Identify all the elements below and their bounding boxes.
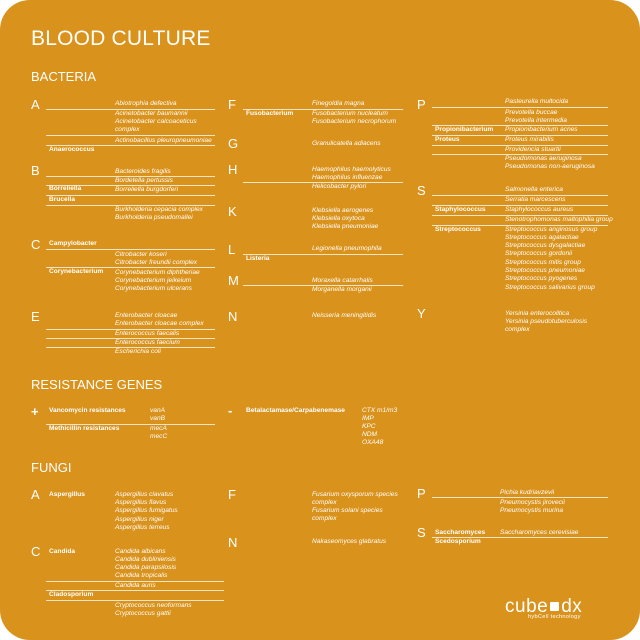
species-entry: Prevotella intermedia	[505, 117, 567, 124]
species-entry: Saccharomyces cerevisiae	[500, 529, 579, 536]
letter-n: N	[228, 309, 238, 324]
species-entry: Enterobacter cloacae complex	[115, 320, 204, 327]
gene-entry: vanA	[150, 407, 166, 414]
species-entry: Cryptococcus gattii	[115, 610, 171, 617]
genus-streptococcus: Streptococcus	[435, 226, 481, 233]
species-entry: Acinetobacter calcoaceticus	[115, 118, 197, 125]
species-entry: Candida auris	[115, 582, 156, 589]
species-entry: Aspergillus terreus	[115, 524, 170, 531]
fungi-letter-s: S	[417, 525, 426, 540]
species-entry: Yersinia enterocolitica	[505, 310, 570, 317]
species-entry: Pneumocystis murina	[500, 507, 564, 514]
letter-a: A	[31, 97, 40, 112]
species-entry: Prevotella buccae	[505, 109, 558, 116]
species-entry: Granulicatella adiacens	[312, 140, 381, 147]
species-entry: Morganella morganii	[312, 286, 372, 293]
species-entry: Candida parapsilosis	[115, 564, 177, 571]
species-entry: Pseudomonas aeruginosa	[505, 155, 582, 162]
species-entry: Streptococcus gordonii	[505, 250, 573, 257]
fungi-letter-f: F	[228, 487, 236, 502]
genus-staphylococcus: Staphylococcus	[435, 206, 486, 213]
species-entry: Abiotrophia defectiva	[115, 100, 177, 107]
species-entry: Haemophilus haemolyticus	[312, 166, 391, 173]
species-entry: Burkholderia cepacia complex	[115, 206, 203, 213]
species-entry: Candida albicans	[115, 548, 166, 555]
species-entry: Streptococcus agalactiae	[505, 234, 579, 241]
section-heading-bacteria: BACTERIA	[31, 69, 97, 84]
genus-cladosporium: Cladosporium	[49, 591, 94, 598]
species-entry: Providencia stuartii	[505, 146, 561, 153]
species-entry: Pichia kudriavzevii	[500, 489, 555, 496]
divider	[46, 600, 224, 601]
species-entry: Pseudomonas non-aeruginosa	[505, 163, 595, 170]
species-entry: Candida tropicalis	[115, 572, 168, 579]
letter-e: E	[31, 309, 40, 324]
fungi-letter-a: A	[31, 487, 40, 502]
species-entry: Propionibacterium acnes	[505, 126, 578, 133]
genus-scedosporium: Scedosporium	[435, 538, 481, 545]
letter-h: H	[228, 162, 238, 177]
species-entry: Pneumocystis jirovecii	[500, 499, 565, 506]
genus-brucella: Brucella	[49, 196, 76, 203]
species-entry: Acinetobacter baumannii	[115, 110, 188, 117]
positive-marker: +	[31, 404, 39, 419]
letter-c: C	[31, 237, 41, 252]
logo-square-icon	[550, 602, 559, 611]
species-entry: Enterococcus faecium	[115, 339, 180, 346]
species-entry: complex	[115, 126, 140, 133]
divider	[432, 497, 608, 498]
species-entry: Streptococcus salivarius group	[505, 284, 595, 291]
species-entry: Stenotrophomonas maltophilia group	[505, 216, 613, 223]
species-entry: Streptococcus mitis group	[505, 259, 581, 266]
section-heading-fungi: FUNGI	[31, 460, 72, 475]
gene-entry: mecA	[150, 425, 167, 432]
logo-text-left: cube	[505, 596, 549, 617]
species-entry: Salmonella enterica	[505, 186, 563, 193]
species-entry: Nakaseomyces glabratus	[312, 538, 387, 545]
gene-entry: vanB	[150, 415, 166, 422]
species-entry: complex	[312, 499, 337, 506]
letter-m: M	[228, 273, 239, 288]
species-entry: Fusobacterium necrophorum	[312, 118, 397, 125]
letter-g: G	[228, 136, 239, 151]
gene-entry: OXA48	[362, 439, 384, 446]
logo-tagline: hybCell technology	[528, 614, 581, 620]
species-entry: Pasteurella multocida	[505, 98, 569, 105]
species-entry: Fusobacterium nucleatum	[312, 110, 388, 117]
species-entry: Staphylococcus aureus	[505, 206, 574, 213]
species-entry: Escherichia coli	[115, 348, 161, 355]
species-entry: Bordetella pertussis	[115, 177, 173, 184]
species-entry: Enterobacter cloacae	[115, 312, 178, 319]
species-entry: complex	[312, 515, 337, 522]
genus-anaerococcus: Anaerococcus	[49, 146, 95, 153]
betalactamase-carpabenemase-label: Betalactamase/Carpabenemase	[246, 407, 345, 414]
species-entry: Enterococcus faecalis	[115, 330, 180, 337]
species-entry: Streptococcus anginosus group	[505, 226, 598, 233]
gene-entry: KPC	[362, 423, 376, 430]
gene-entry: IMP	[362, 415, 374, 422]
gene-entry: NDM	[362, 431, 378, 438]
species-entry: Haemophilus influenzae	[312, 174, 383, 181]
species-entry: Streptococcus pyogenes	[505, 275, 578, 282]
species-entry: Bacteroides fragilis	[115, 168, 171, 175]
species-entry: Citrobacter freundii complex	[115, 259, 198, 266]
genus-saccharomyces: Saccharomyces	[435, 529, 486, 536]
genus-campylobacter: Campylobacter	[49, 240, 97, 247]
letter-f: F	[228, 97, 236, 112]
genus-aspergillus: Aspergillus	[49, 491, 85, 498]
species-entry: Streptococcus dysgalactiae	[505, 242, 586, 249]
species-entry: Fusarium solani species	[312, 507, 383, 514]
genus-proteus: Proteus	[435, 136, 460, 143]
genus-borreliella: Borreliella	[49, 185, 82, 192]
genus-fusobacterium: Fusobacterium	[246, 110, 294, 117]
divider	[46, 135, 215, 136]
species-entry: Helicobacter pylori	[312, 183, 367, 190]
species-entry: Corynebacterium jeikeium	[115, 277, 192, 284]
divider	[46, 249, 215, 250]
species-entry: Klebsiella aerogenes	[312, 207, 374, 214]
genus-corynebacterium: Corynebacterium	[49, 268, 104, 275]
species-entry: Serratia marcescens	[505, 196, 566, 203]
negative-marker: -	[228, 403, 233, 418]
gene-entry: mecC	[150, 433, 168, 440]
logo-text-right: dx	[561, 596, 583, 617]
species-entry: Proteus mirabilis	[505, 136, 554, 143]
species-entry: Corynebacterium diphtheriae	[115, 269, 200, 276]
species-entry: Cryptococcus neoformans	[115, 602, 192, 609]
letter-k: K	[228, 204, 237, 219]
species-entry: Aspergillus fumigatus	[115, 507, 178, 514]
page-title: BLOOD CULTURE	[31, 27, 211, 50]
section-heading-resistance-genes: RESISTANCE GENES	[31, 377, 163, 392]
species-entry: Aspergillus clavatus	[115, 491, 174, 498]
vancomycin-resistances-label: Vancomycin resistances	[49, 407, 126, 414]
letter-l: L	[228, 242, 236, 257]
species-entry: Corynebacterium ulcerans	[115, 285, 192, 292]
species-entry: Neisseria meningitidis	[312, 312, 377, 319]
species-entry: Borreliella burgdorferi	[115, 186, 179, 193]
letter-b: B	[31, 163, 40, 178]
species-entry: Aspergillus flavus	[115, 499, 167, 506]
fungi-letter-c: C	[31, 544, 41, 559]
genus-candida: Candida	[49, 548, 76, 555]
gene-entry: CTX m1/m3	[362, 407, 398, 414]
species-entry: Klebsiella oxytoca	[312, 215, 365, 222]
species-entry: Candida dubliniensis	[115, 556, 176, 563]
genus-listeria: Listeria	[246, 255, 270, 262]
species-entry: Moraxella catarrhalis	[312, 277, 373, 284]
species-entry: Burkholderia pseudomallei	[115, 214, 193, 221]
letter-s: S	[417, 183, 426, 198]
species-entry: Klebsiella pneumoniae	[312, 223, 379, 230]
species-entry: Actinobacillus pleuropneumoniae	[115, 137, 212, 144]
species-entry: Yersinia pseudotuberculosis	[505, 318, 588, 325]
species-entry: Legionella pneumophila	[312, 245, 382, 252]
species-entry: Aspergillus niger	[115, 516, 164, 523]
species-entry: Citrobacter koseri	[115, 251, 167, 258]
species-entry: Finegoldia magna	[312, 100, 365, 107]
species-entry: complex	[505, 326, 530, 333]
fungi-letter-p: P	[417, 486, 426, 501]
methicillin-resistances-label: Methicillin resistances	[49, 425, 120, 432]
letter-p: P	[417, 97, 426, 112]
fungi-letter-n: N	[228, 535, 238, 550]
species-entry: Fusarium oxysporum species	[312, 491, 398, 498]
species-entry: Streptococcus pneumoniae	[505, 267, 585, 274]
divider	[432, 107, 608, 108]
letter-y: Y	[417, 306, 426, 321]
genus-propionibacterium: Propionibacterium	[435, 126, 494, 133]
